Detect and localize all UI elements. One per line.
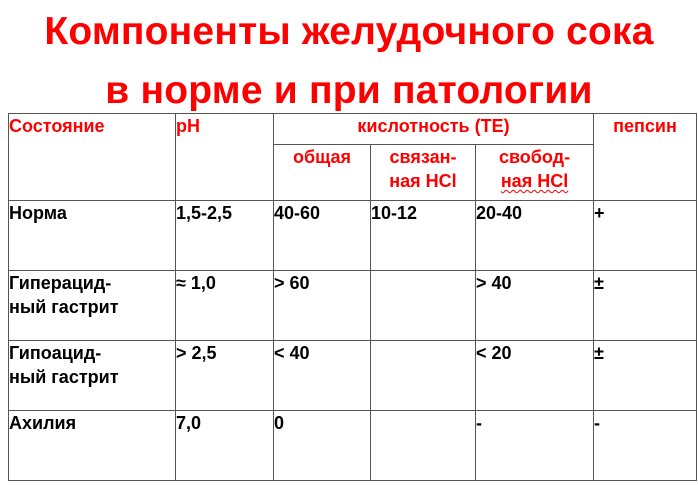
header-bound: [371, 145, 476, 201]
cell-ph: > 2,5: [176, 341, 274, 411]
cell-pepsin: +: [594, 201, 697, 271]
cell-pepsin: ±: [594, 271, 697, 341]
header-state: Состояние: [9, 114, 176, 201]
state-line-2: ный гастрит: [9, 297, 119, 317]
cell-total: 0: [274, 411, 371, 481]
cell-total: 40-60: [274, 201, 371, 271]
header-free-line-2: [476, 169, 593, 193]
header-bound-line-2: ная HCl: [389, 171, 457, 191]
table-row: [9, 341, 697, 411]
title-line-1: Компоненты желудочного сока: [44, 10, 654, 53]
cell-ph: 7,0: [176, 411, 274, 481]
cell-free: -: [476, 411, 594, 481]
cell-free: > 40: [476, 271, 594, 341]
cell-bound: [371, 271, 476, 341]
cell-free: < 20: [476, 341, 594, 411]
cell-state: [9, 201, 176, 271]
table-row: [9, 271, 697, 341]
header-row-1: [9, 114, 697, 145]
cell-state: [9, 271, 176, 341]
cell-total: < 40: [274, 341, 371, 411]
state-line-1: Норма: [9, 203, 67, 223]
cell-bound: [371, 341, 476, 411]
cell-pepsin: ±: [594, 341, 697, 411]
cell-free: 20-40: [476, 201, 594, 271]
title-line-2: в норме и при патологии: [105, 69, 593, 112]
header-total: общая: [274, 145, 371, 201]
cell-state: [9, 411, 176, 481]
header-bound-line-1: связан-: [389, 147, 457, 167]
state-line-1: Гиперацид-: [9, 273, 112, 293]
header-free: [476, 145, 594, 201]
header-acidity: кислотность (ТЕ): [274, 114, 594, 145]
header-free-line-1: свобод-: [498, 147, 571, 167]
cell-pepsin: -: [594, 411, 697, 481]
header-ph: pH: [176, 114, 274, 201]
cell-ph: 1,5-2,5: [176, 201, 274, 271]
state-line-1: Ахилия: [9, 413, 77, 433]
cell-bound: [371, 411, 476, 481]
cell-state: [9, 341, 176, 411]
cell-bound: 10-12: [371, 201, 476, 271]
header-pepsin: пепсин: [594, 114, 697, 201]
table-row: [9, 411, 697, 481]
header-free-line-2-text: ная HCl: [500, 171, 569, 191]
cell-ph: ≈ 1,0: [176, 271, 274, 341]
cell-total: > 60: [274, 271, 371, 341]
table-row: [9, 201, 697, 271]
slide-title: [0, 2, 698, 120]
gastric-juice-table: [8, 113, 697, 481]
state-line-2: ный гастрит: [9, 367, 119, 387]
state-line-1: Гипоацид-: [9, 343, 102, 363]
